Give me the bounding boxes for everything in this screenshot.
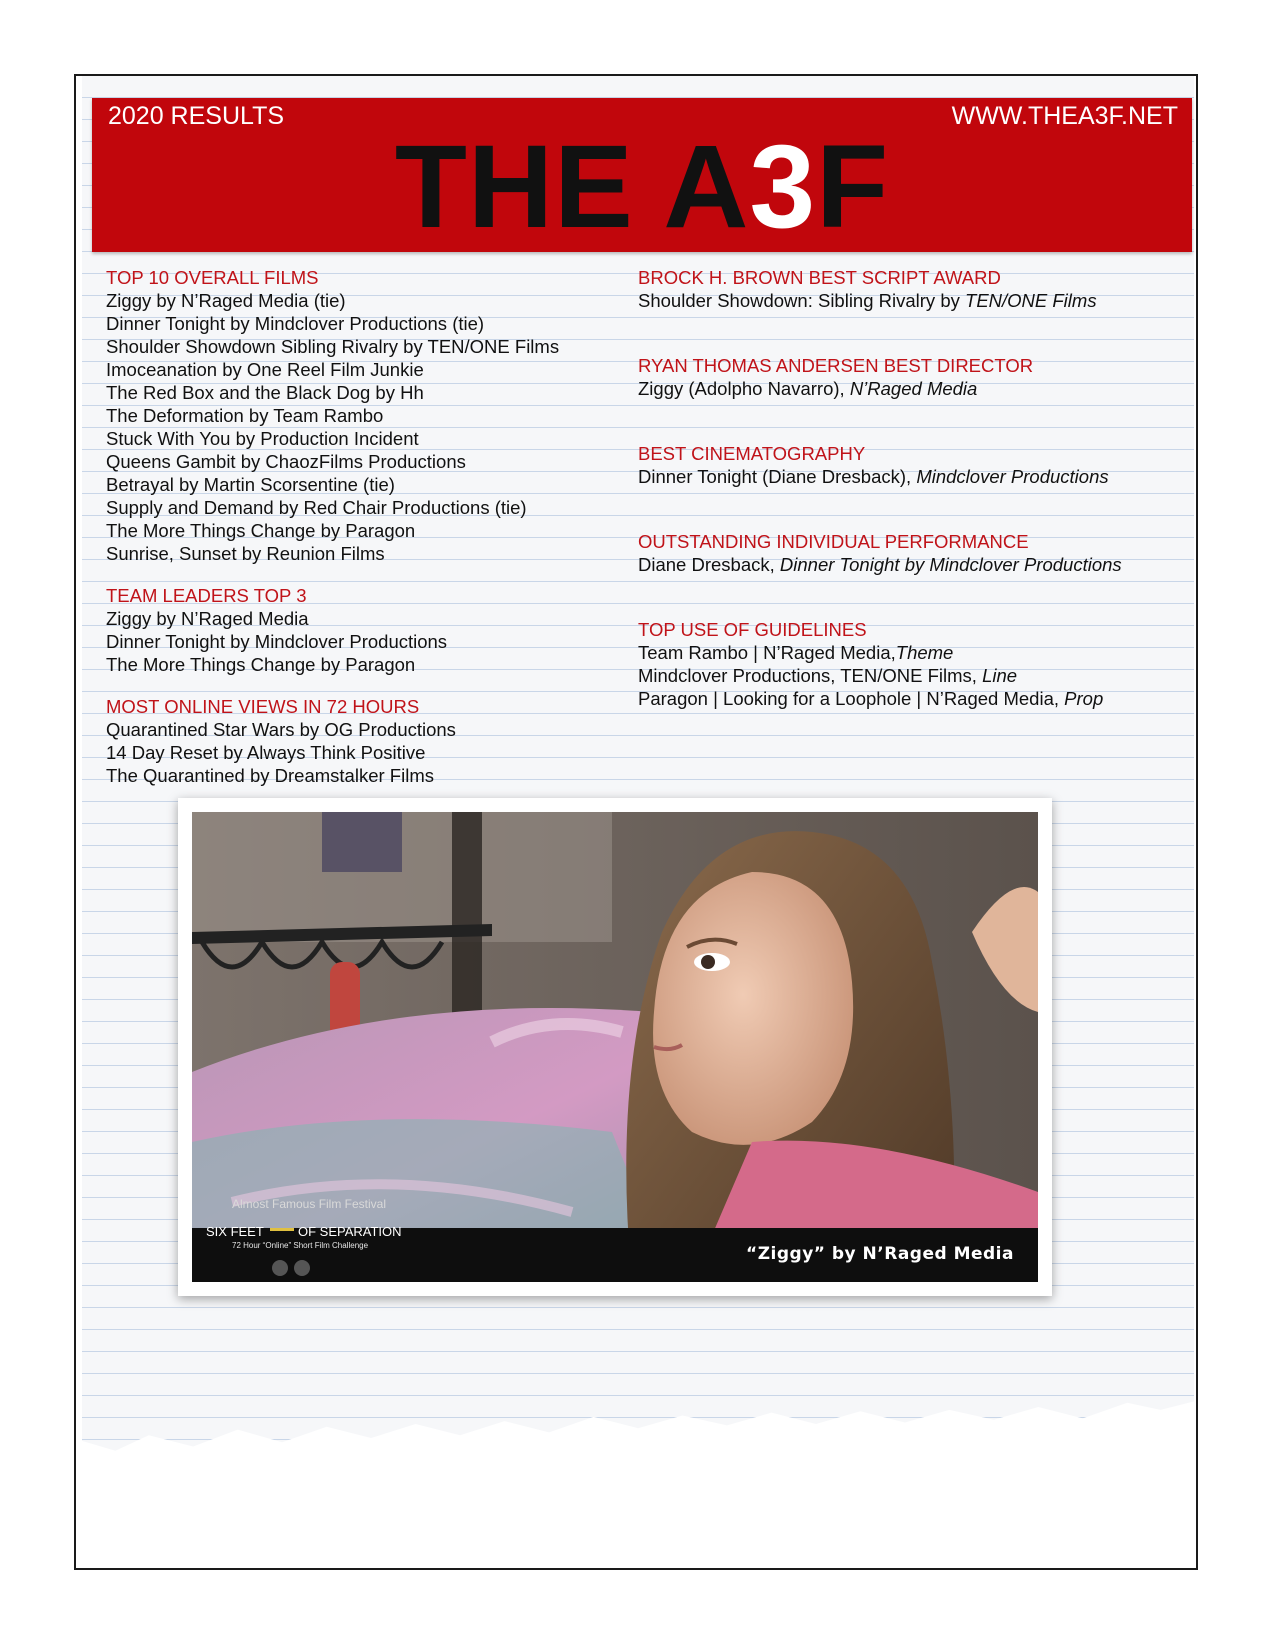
result-item: Supply and Demand by Red Chair Productions (tie) <box>106 497 527 518</box>
result-item: Quarantined Star Wars by OG Productions <box>106 719 456 740</box>
festival-title-left: SIX FEET <box>206 1224 264 1239</box>
result-item: Stuck With You by Production Incident <box>106 428 419 449</box>
winner-text: Dinner Tonight (Diane Dresback), <box>638 466 917 487</box>
award-winner <box>638 465 1183 488</box>
winner-text: Mindclover Productions, TEN/ONE Films, <box>638 665 983 686</box>
festival-name: Almost Famous Film Festival <box>232 1197 387 1211</box>
award-section <box>638 266 1183 312</box>
award-winner <box>638 687 1183 710</box>
award-heading: TOP USE OF GUIDELINES <box>638 619 867 640</box>
winner-emphasis: Line <box>982 665 1018 686</box>
result-item: The More Things Change by Paragon <box>106 520 416 541</box>
logo-highlight: 3 <box>749 121 817 253</box>
winner-emphasis: N’Raged Media <box>849 378 978 399</box>
award-winner <box>638 289 1183 312</box>
award-winner <box>638 553 1183 576</box>
section-heading: MOST ONLINE VIEWS IN 72 HOURS <box>106 696 420 717</box>
film-still-card <box>178 798 1052 1296</box>
page-frame <box>74 74 1198 1570</box>
award-winner <box>638 377 1183 400</box>
result-item: Ziggy by N’Raged Media <box>106 608 309 629</box>
logo-suffix: F <box>816 121 890 253</box>
winner-emphasis: Prop <box>1064 688 1104 709</box>
festival-title-right: OF SEPARATION <box>298 1224 402 1239</box>
award-winner <box>638 664 1183 687</box>
result-item: Dinner Tonight by Mindclover Productions <box>106 631 448 652</box>
right-awards-column <box>638 266 1183 752</box>
result-item: Betrayal by Martin Scorsentine (tie) <box>106 474 395 495</box>
film-reel-icon <box>294 1260 310 1276</box>
result-item: 14 Day Reset by Always Think Positive <box>106 742 426 763</box>
award-winner <box>638 641 1183 664</box>
winner-emphasis: Mindclover Productions <box>916 466 1109 487</box>
winner-emphasis: Theme <box>895 642 954 663</box>
winner-emphasis: Dinner Tonight by Mindclover Productions <box>779 554 1122 575</box>
winner-text: Ziggy (Adolpho Navarro), <box>638 378 850 399</box>
award-heading: OUTSTANDING INDIVIDUAL PERFORMANCE <box>638 531 1029 552</box>
winner-text: Team Rambo | N’Raged Media, <box>638 642 896 663</box>
festival-logo <box>198 1190 428 1282</box>
film-reel-icon <box>272 1260 288 1276</box>
award-section <box>638 442 1183 488</box>
festival-ruler-icon <box>270 1228 294 1231</box>
result-item: The Quarantined by Dreamstalker Films <box>106 765 434 786</box>
result-item: The More Things Change by Paragon <box>106 654 416 675</box>
result-item: Ziggy by N’Raged Media (tie) <box>106 290 346 311</box>
result-item: Imoceanation by One Reel Film Junkie <box>106 359 424 380</box>
left-results-column <box>106 266 636 806</box>
award-section <box>638 618 1183 710</box>
results-section <box>106 695 636 787</box>
award-section <box>638 530 1183 576</box>
logo-prefix: THE A <box>394 121 750 253</box>
result-item: The Red Box and the Black Dog by Hh <box>106 382 424 403</box>
winner-text: Diane Dresback, <box>638 554 780 575</box>
award-section <box>638 354 1183 400</box>
winner-emphasis: TEN/ONE Films <box>965 290 1097 311</box>
winner-text: Paragon | Looking for a Loophole | N’Raged Media, <box>638 688 1065 709</box>
festival-subtitle: 72 Hour “Online” Short Film Challenge <box>232 1241 369 1250</box>
result-item: The Deformation by Team Rambo <box>106 405 384 426</box>
results-section <box>106 584 636 676</box>
photo-caption: “Ziggy” by N’Raged Media <box>746 1244 1014 1264</box>
section-heading: TOP 10 OVERALL FILMS <box>106 267 319 288</box>
a3f-logo <box>92 121 1192 253</box>
award-heading: BROCK H. BROWN BEST SCRIPT AWARD <box>638 267 1001 288</box>
winner-text: Shoulder Showdown: Sibling Rivalry by <box>638 290 966 311</box>
results-section <box>106 266 636 565</box>
header-banner <box>92 98 1192 252</box>
section-heading: TEAM LEADERS TOP 3 <box>106 585 307 606</box>
result-item: Dinner Tonight by Mindclover Productions (tie) <box>106 313 485 334</box>
result-item: Queens Gambit by ChaozFilms Productions <box>106 451 466 472</box>
result-item: Sunrise, Sunset by Reunion Films <box>106 543 385 564</box>
award-heading: RYAN THOMAS ANDERSEN BEST DIRECTOR <box>638 355 1034 376</box>
award-heading: BEST CINEMATOGRAPHY <box>638 443 866 464</box>
year-label: 2020 RESULTS <box>108 102 285 130</box>
website-link[interactable]: WWW.THEA3F.NET <box>951 102 1178 130</box>
result-item: Shoulder Showdown Sibling Rivalry by TEN/ONE Films <box>106 336 560 357</box>
